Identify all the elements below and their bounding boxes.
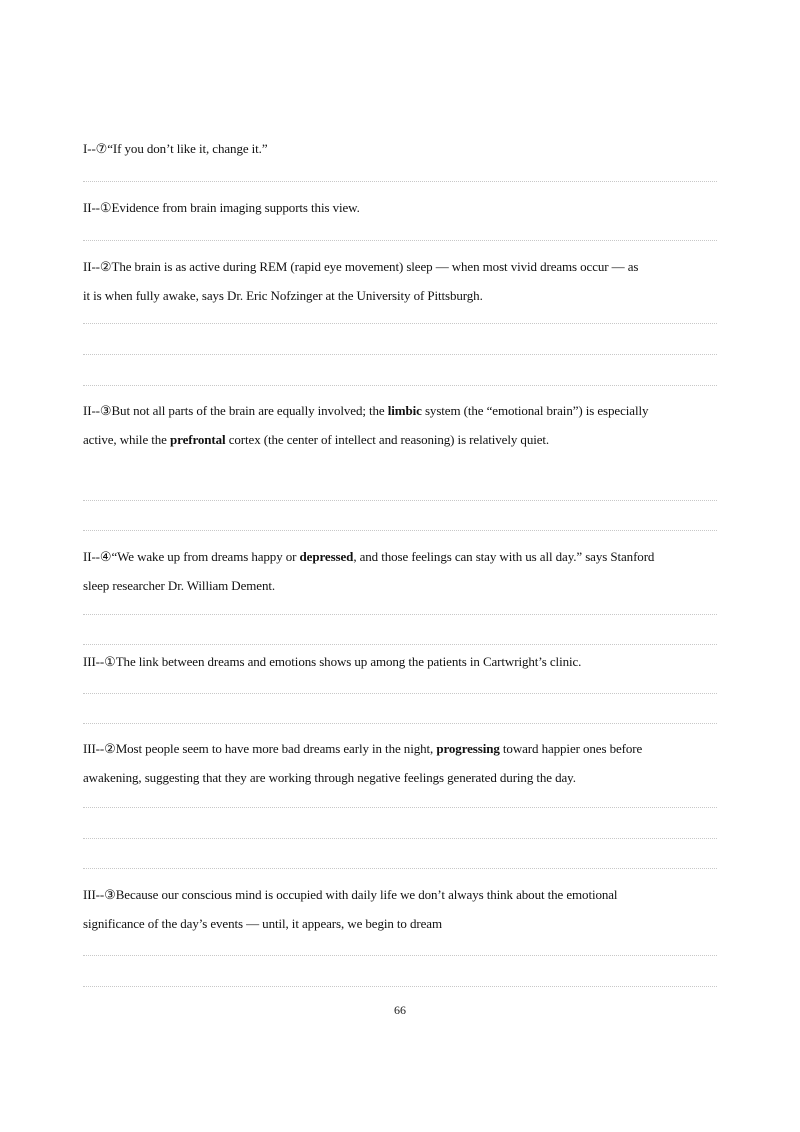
writing-line (83, 868, 717, 869)
sentence-text: , and those feelings can stay with us all day.” says Stanford (353, 549, 655, 564)
sentence-line (83, 542, 723, 571)
sentence-text: awakening, suggesting that they are working through negative feelings generated during the day. (83, 770, 576, 785)
sentence-line (83, 647, 723, 676)
sentence-text: active, while the (83, 432, 170, 447)
sentence-label: II--② (83, 259, 112, 274)
sentence-block (83, 252, 723, 310)
sentence-line (83, 396, 723, 425)
sentence-block (83, 542, 723, 600)
sentence-text: system (the “emotional brain”) is especially (421, 403, 649, 418)
page-number: 66 (394, 1003, 406, 1017)
sentence-label: III--③ (83, 887, 116, 902)
sentence-line (83, 763, 723, 792)
sentence-block (83, 134, 723, 163)
writing-line (83, 385, 717, 386)
sentence-label: I--⑦ (83, 141, 108, 156)
key-term: prefrontal (170, 432, 226, 447)
sentence-text: significance of the day’s events — until, it appears, we begin to dream (83, 916, 442, 931)
writing-line (83, 354, 717, 355)
sentence-line (83, 252, 723, 281)
sentence-text: it is when fully awake, says Dr. Eric Nofzinger at the University of Pittsburgh. (83, 288, 483, 303)
sentence-text: “If you don’t like it, change it.” (107, 141, 268, 156)
sentence-line (83, 909, 723, 938)
sentence-block (83, 880, 723, 938)
sentence-text: Most people seem to have more bad dreams early in the night, (115, 741, 437, 756)
sentence-line (83, 571, 723, 600)
writing-line (83, 693, 717, 694)
writing-line (83, 500, 717, 501)
writing-line (83, 955, 717, 956)
writing-line (83, 240, 717, 241)
sentence-label: III--① (83, 654, 116, 669)
writing-line (83, 181, 717, 182)
sentence-text: The link between dreams and emotions shows up among the patients in Cartwright’s clinic. (115, 654, 582, 669)
sentence-line (83, 193, 723, 222)
sentence-text: toward happier ones before (499, 741, 643, 756)
writing-line (83, 986, 717, 987)
writing-line (83, 530, 717, 531)
sentence-text: The brain is as active during REM (rapid eye movement) sleep — when most vivid dreams occur — as (111, 259, 639, 274)
key-term: depressed (299, 549, 354, 564)
sentence-label: III--② (83, 741, 116, 756)
writing-line (83, 323, 717, 324)
sentence-text: But not all parts of the brain are equally involved; the (111, 403, 388, 418)
sentence-block (83, 396, 723, 454)
sentence-label: II--③ (83, 403, 112, 418)
sentence-text: cortex (the center of intellect and reasoning) is relatively quiet. (225, 432, 550, 447)
sentence-block (83, 734, 723, 792)
sentence-text: Because our conscious mind is occupied with daily life we don’t always think about the emotional (115, 887, 618, 902)
writing-line (83, 723, 717, 724)
writing-line (83, 614, 717, 615)
key-term: progressing (436, 741, 500, 756)
sentence-block (83, 647, 723, 676)
sentence-line (83, 880, 723, 909)
writing-line (83, 807, 717, 808)
sentence-label: II--① (83, 200, 112, 215)
sentence-block (83, 193, 723, 222)
sentence-line (83, 281, 723, 310)
sentence-line (83, 734, 723, 763)
sentence-text: “We wake up from dreams happy or (111, 549, 300, 564)
sentence-label: II--④ (83, 549, 112, 564)
writing-line (83, 644, 717, 645)
key-term: limbic (387, 403, 422, 418)
sentence-line (83, 134, 723, 163)
sentence-text: Evidence from brain imaging supports this view. (111, 200, 360, 215)
sentence-text: sleep researcher Dr. William Dement. (83, 578, 276, 593)
sentence-line (83, 425, 723, 454)
writing-line (83, 838, 717, 839)
